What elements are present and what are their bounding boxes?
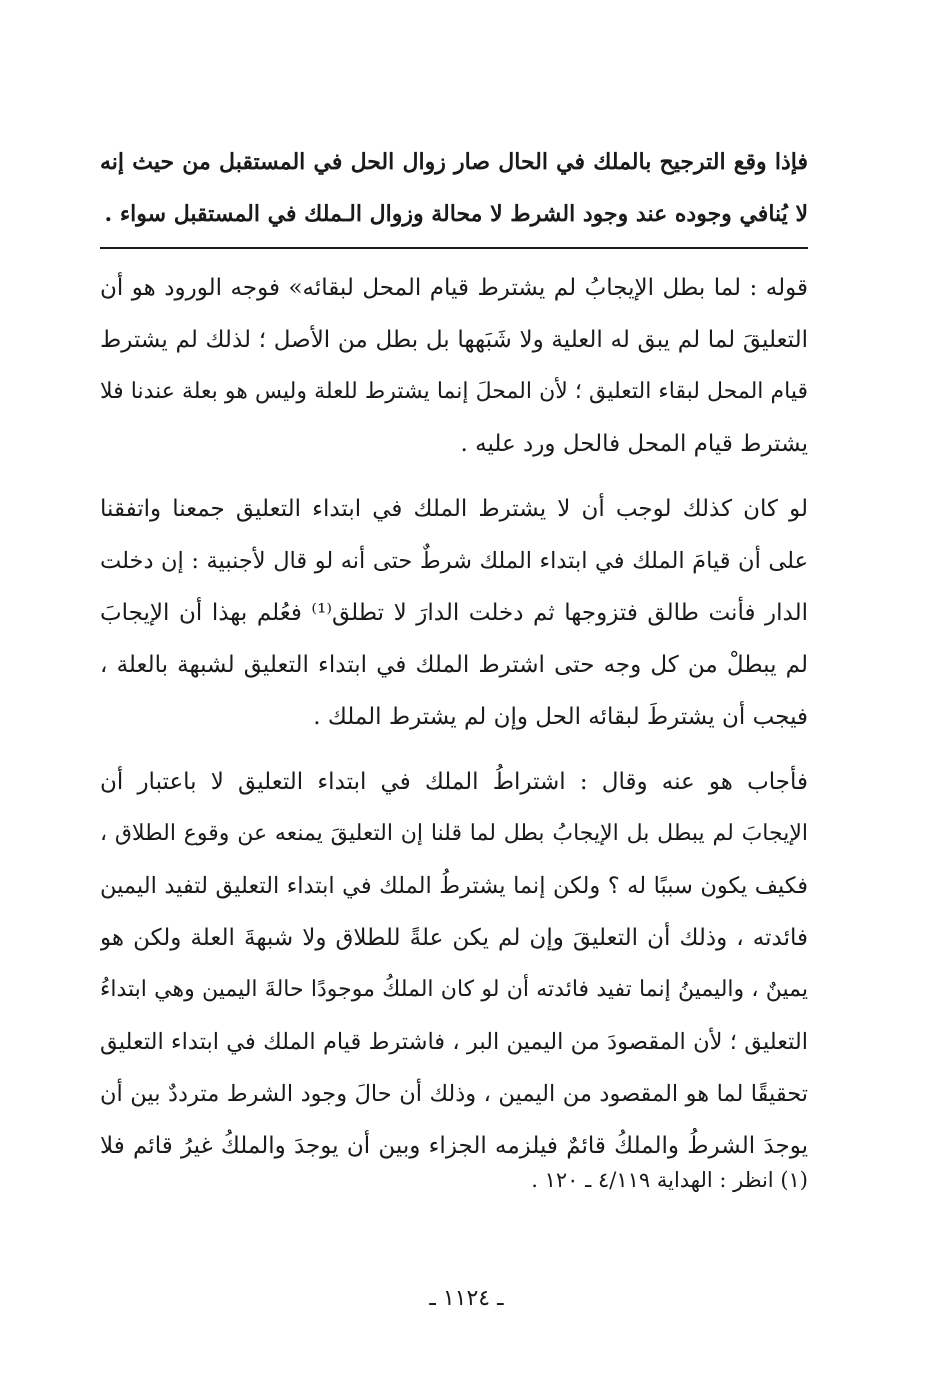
commentary-line: يشترط قيام المحل فالحل ورد عليه . [460, 431, 808, 457]
commentary-line: فيجب أن يشترطَ لبقائه الحل وإن لم يشترط الملك . [313, 704, 808, 730]
commentary-line: فأجاب هو عنه وقال : اشتراطُ الملك في ابتداء التعليق لا باعتبار أن [100, 769, 808, 795]
commentary-line: قوله : لما بطل الإيجابُ لم يشترط قيام المحل لبقائه» فوجه الورود هو أن [100, 275, 808, 301]
commentary-line: يوجدَ الشرطُ والملكُ قائمٌ فيلزمه الجزاء وبين أن يوجدَ والملكُ غيرُ قائم فلا [100, 1133, 808, 1159]
matn-line: فإذا وقع الترجيح بالملك في الحال صار زوال الحل في المستقبل من حيث إنه [100, 149, 808, 175]
commentary-line: فائدته ، وذلك أن التعليقَ وإن لم يكن علةً للطلاق ولا شبهةَ العلة ولكن هو [100, 925, 808, 951]
commentary-line: الدار فأنت طالق فتزوجها ثم دخلت الدارَ لا تطلق⁽¹⁾ فعُلم بهذا أن الإيجابَ [100, 600, 808, 626]
matn-text [100, 136, 808, 240]
matn-line: لا يُنافي وجوده عند وجود الشرط لا محالة وزوال الـملك في المستقبل سواء . [104, 201, 808, 227]
footnote: (١) انظر : الهداية ٤/١١٩ ـ ١٢٠ . [531, 1168, 808, 1192]
commentary-paragraph [100, 483, 808, 743]
commentary-line: على أن قيامَ الملك في ابتداء الملك شرطٌ حتى أنه لو قال لأجنبية : إن دخلت [100, 548, 808, 574]
commentary-paragraph [100, 262, 808, 470]
commentary-line: التعليقَ لما لم يبق له العلية ولا شَبَهها بل بطل من الأصل ؛ لذلك لم يشترط [100, 327, 808, 353]
commentary-line: قيام المحل لبقاء التعليق ؛ لأن المحلَ إنما يشترط للعلة وليس هو بعلة عندنا فلا [100, 379, 808, 404]
page-number: ـ ١١٢٤ ـ [429, 1286, 504, 1311]
commentary-text [100, 262, 808, 1185]
commentary-line: فكيف يكون سببًا له ؟ ولكن إنما يشترطُ الملك في ابتداء التعليق لتفيد اليمين [100, 873, 808, 899]
separator-rule [100, 247, 808, 249]
commentary-line: لو كان كذلك لوجب أن لا يشترط الملك في ابتداء التعليق جمعنا واتفقنا [100, 496, 808, 522]
commentary-line: الإيجابَ لم يبطل بل الإيجابُ بطل لما قلنا إن التعليقَ يمنعه عن وقوع الطلاق ، [100, 821, 808, 846]
commentary-line: تحقيقًا لما هو المقصود من اليمين ، وذلك أن حالَ وجود الشرط مترددٌ بين أن [100, 1081, 808, 1107]
commentary-line: التعليق ؛ لأن المقصودَ من اليمين البر ، فاشترط قيام الملك في ابتداء التعليق [100, 1029, 808, 1055]
commentary-line: لم يبطلْ من كل وجه حتى اشترط الملك في ابتداء التعليق لشبهة بالعلة ، [100, 652, 808, 678]
commentary-line: يمينٌ ، واليمينُ إنما تفيد فائدته أن لو كان الملكُ موجودًا حالةَ اليمين وهي ابتداءُ [100, 977, 808, 1002]
commentary-paragraph [100, 756, 808, 1172]
